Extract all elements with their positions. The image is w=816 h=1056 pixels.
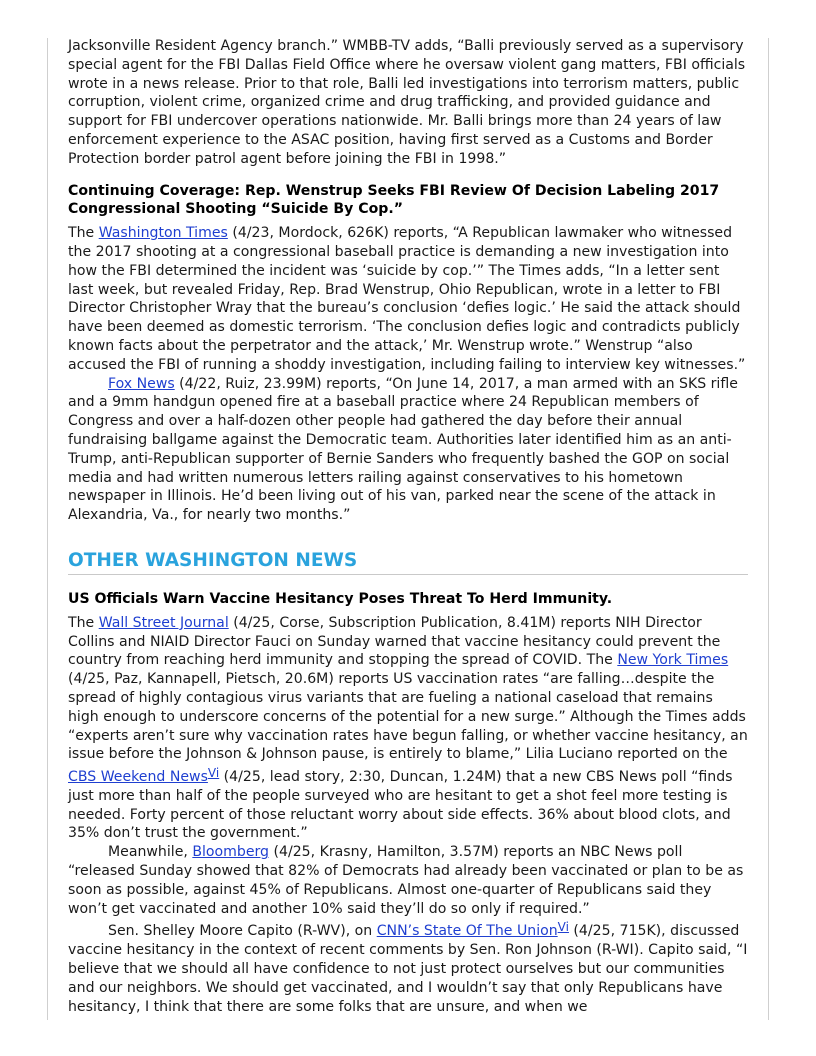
new-york-times-link[interactable]: New York Times	[617, 652, 729, 669]
bloomberg-link[interactable]: Bloomberg	[192, 844, 269, 861]
story-headline-wenstrup: Continuing Coverage: Rep. Wenstrup Seeks FBI Review Of Decision Labeling 2017 Congressional Shooting “Suicide By Cop.”	[68, 182, 720, 218]
text-run: (4/25, Krasny, Hamilton, 3.57M) reports an NBC News poll “released Sunday showed that 82% of Democrats had already been vaccinated or plan to be as soon as possible, against 45% of Republicans. Almost one-quarter of Republicans said they won’t get vaccinated and another 10% said they’ll do so only if required.”	[68, 844, 744, 917]
video-icon[interactable]: Vi	[557, 920, 569, 935]
story-paragraph	[68, 843, 748, 918]
fox-news-link[interactable]: Fox News	[108, 375, 175, 392]
story-paragraph	[68, 614, 748, 844]
left-margin-rule	[47, 38, 48, 1020]
text-run: Meanwhile,	[108, 844, 193, 861]
document-body	[68, 37, 748, 1016]
right-margin-rule	[768, 38, 769, 1020]
text-run: (4/23, Mordock, 626K) reports, “A Republican lawmaker who witnessed the 2017 shooting at a congressional baseball practice is demanding a new investigation into how the FBI determined the incident was ‘suicide by cop.’” The Times adds, “In a letter sent last week, but revealed Friday, Rep. Brad Wenstrup, Ohio Republican, wrote in a letter to FBI Director Christopher Wray that the bureau’s conclusion ‘defies logic.’ He said the attack should have been deemed as domestic terrorism. ‘The conclusion defies logic and contradicts publicly known facts about the perpetrator and the attack,’ Mr. Wenstrup wrote.” Wenstrup “also accused the FBI of running a shoddy investigation, including failing to interview key witnesses.”	[68, 225, 746, 373]
wall-street-journal-link[interactable]: Wall Street Journal	[98, 614, 229, 631]
story-headline-vaccine: US Officials Warn Vaccine Hesitancy Poses Threat To Herd Immunity.	[68, 590, 613, 607]
story-paragraph	[68, 918, 748, 1016]
cbs-weekend-news-link[interactable]: CBS Weekend News	[68, 769, 208, 786]
story-paragraph	[68, 375, 748, 525]
story-continuation: Jacksonville Resident Agency branch.” WMBB-TV adds, “Balli previously served as a supervisory special agent for the FBI Dallas Field Office where he oversaw violent gang matters, FBI officials wrote in a news release. Prior to that role, Balli led investigations into terrorism matters, public corruption, violent crime, organized crime and drug trafficking, and provided guidance and support for FBI undercover operations nationwide. Mr. Balli brings more than 24 years of law enforcement experience to the ASAC position, having first served as a Customs and Border Protection border patrol agent before joining the FBI in 1998.”	[68, 38, 746, 167]
text-run: The	[68, 225, 99, 242]
video-icon[interactable]: Vi	[207, 766, 220, 781]
text-run: (4/25, Corse, Subscription Publication, 8.41M) reports NIH Director Collins and NIAID Director Fauci on Sunday warned that vaccine hesitancy could prevent the country from reaching herd immunity and stopping the spread of COVID. The	[68, 614, 721, 669]
text-run: (4/25, 715K), discussed vaccine hesitancy in the context of recent comments by Sen. Ron Johnson (R-WI). Capito said, “I believe that we should all have confidence to not just protect ourselves but our communities and our neighbors. We should get vaccinated, and I wouldn’t say that only Republicans have hesitancy, I think that there are some folks that are unsure, and when we	[68, 923, 748, 1015]
washington-times-link[interactable]: Washington Times	[98, 225, 228, 242]
cnn-state-of-the-union-link[interactable]: CNN’s State Of The Union	[376, 923, 558, 940]
text-run: (4/25, lead story, 2:30, Duncan, 1.24M) that a new CBS News poll “finds just more than half of the people surveyed who are hesitant to get a shot feel more testing is needed. Forty percent of those reluctant worry about side effects. 36% about blood clots, and 35% don’t trust the government.”	[68, 769, 733, 842]
story-paragraph	[68, 224, 748, 374]
text-run: The	[68, 614, 99, 631]
text-run: Sen. Shelley Moore Capito (R-WV), on	[108, 923, 377, 940]
text-run: (4/25, Paz, Kannapell, Pietsch, 20.6M) reports US vaccination rates “are falling…despite the spread of highly contagious virus variants that are fueling a national caseload that remains high enough to underscore concerns of the potential for a new surge.” Although the Times adds “experts aren’t sure why vaccination rates have begun falling, or whether vaccine hesitancy, an issue before the Johnson & Johnson pause, is entirely to blame,” Lilia Luciano reported on the	[68, 671, 748, 763]
section-heading: OTHER WASHINGTON NEWS	[68, 549, 748, 575]
text-run: (4/22, Ruiz, 23.99M) reports, “On June 14, 2017, a man armed with an SKS rifle and a 9mm handgun opened fire at a baseball practice where 24 Republican members of Congress and over a half-dozen other people had gathered the day before their annual fundraising ballgame against the Democratic team. Authorities later identified him as an anti-Trump, anti-Republican supporter of Bernie Sanders who frequently bashed the GOP on social media and had written numerous letters railing against conservatives to his hometown newspaper in Illinois. He’d been living out of his van, parked near the scene of the attack in Alexandria, Va., for nearly two months.”	[68, 375, 738, 524]
